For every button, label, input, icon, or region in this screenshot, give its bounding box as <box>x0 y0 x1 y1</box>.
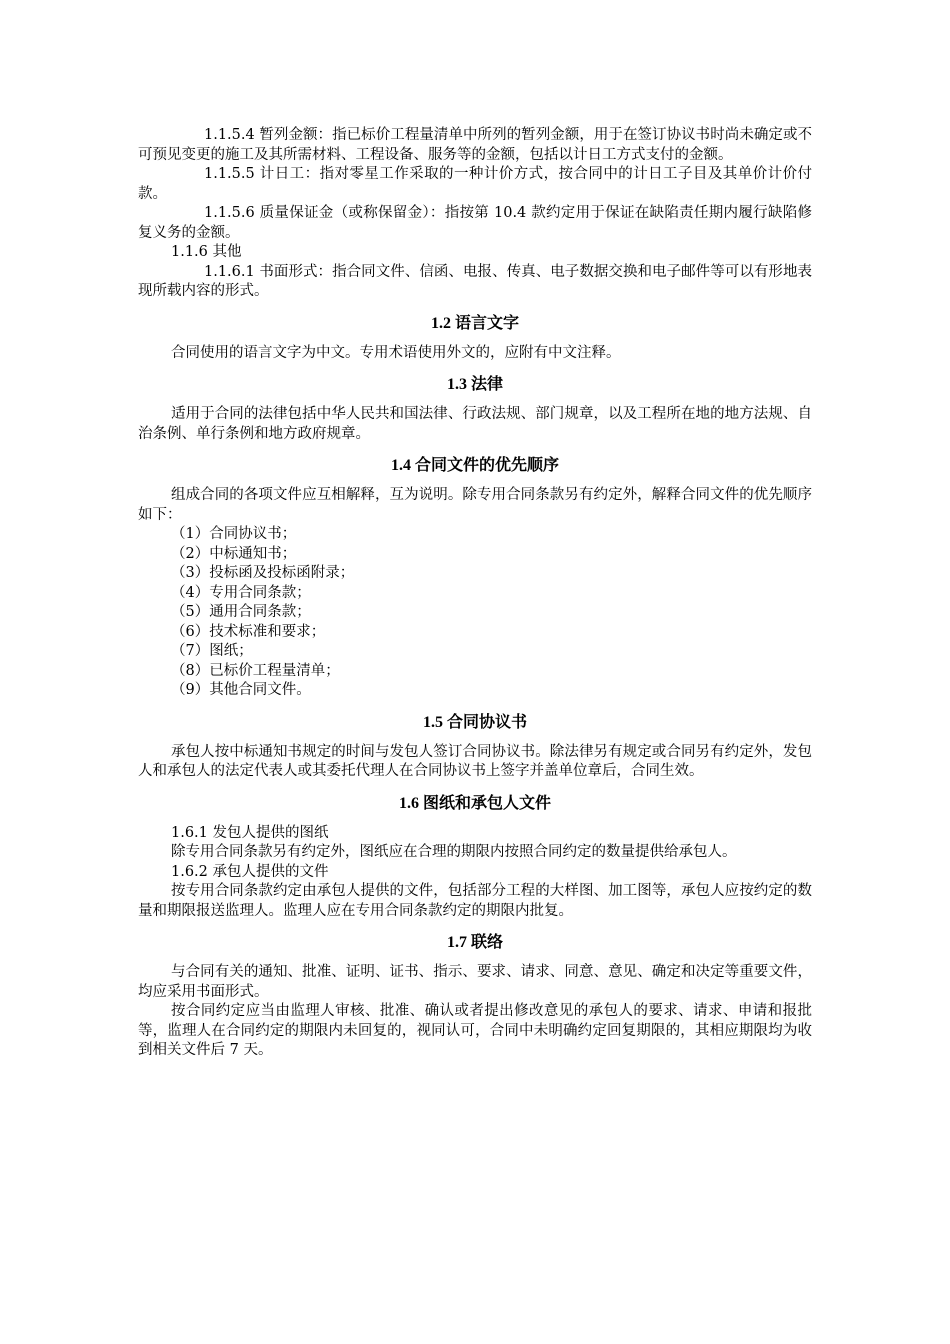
section-1-7-body-2: 按合同约定应当由监理人审核、批准、确认或者提出修改意见的承包人的要求、请求、申请和报批等，监理人在合同约定的期限内未回复的，视同认可，合同中未明确约定回复期限的，其相应期限均为收到相关文件后 7 天。 <box>138 1003 812 1058</box>
heading-1-4: 1.4 合同文件的优先顺序 <box>390 457 559 474</box>
clause-1-6-2-body: 按专用合同条款约定由承包人提供的文件，包括部分工程的大样图、加工图等，承包人应按约定的数量和期限报送监理人。监理人应在专用合同条款约定的期限内批复。 <box>138 883 812 919</box>
heading-1-6: 1.6 图纸和承包人文件 <box>398 794 551 812</box>
section-1-4-body: 组成合同的各项文件应互相解释，互为说明。除专用合同条款另有约定外，解释合同文件的优先顺序如下： <box>138 487 812 523</box>
section-1-3-body: 适用于合同的法律包括中华人民共和国法律、行政法规、部门规章，以及工程所在地的地方法规、自治条例、单行条例和地方政府规章。 <box>138 406 812 442</box>
heading-1-2: 1.2 语言文字 <box>430 314 519 332</box>
list-item: （3）投标函及投标函附录； <box>171 565 355 581</box>
clause-1-1-6: 1.1.6 其他 <box>171 244 242 260</box>
list-item: （7）图纸； <box>171 643 253 659</box>
clause-1-1-5-4: 1.1.5.4 暂列金额：指已标价工程量清单中所列的暂列金额，用于在签订协议书时尚未确定或不可预见变更的施工及其所需材料、工程设备、服务等的金额，包括以计日工方式支付的金额。 <box>138 127 812 163</box>
clause-1-1-5-5: 1.1.5.5 计日工：指对零星工作采取的一种计价方式，按合同中的计日工子目及其单价计价付款。 <box>138 166 812 202</box>
list-item: （6）技术标准和要求； <box>171 623 326 640</box>
clause-1-1-6-1: 1.1.6.1 书面形式：指合同文件、信函、电报、传真、电子数据交换和电子邮件等可以有形地表现所载内容的形式。 <box>138 263 812 299</box>
section-1-2-body: 合同使用的语言文字为中文。专用术语使用外文的，应附有中文注释。 <box>171 344 621 361</box>
list-item: （8）已标价工程量清单； <box>171 662 340 679</box>
clause-1-6-1-title: 1.6.1 发包人提供的图纸 <box>171 824 329 841</box>
heading-1-3: 1.3 法律 <box>446 376 503 393</box>
clause-1-6-2-title: 1.6.2 承包人提供的文件 <box>171 863 329 880</box>
list-item: （4）专用合同条款； <box>171 584 311 601</box>
list-item: （9）其他合同文件。 <box>171 682 311 698</box>
list-item: （1）合同协议书； <box>171 526 297 542</box>
section-1-7-body-1: 与合同有关的通知、批准、证明、证书、指示、要求、请求、同意、意见、确定和决定等重要文件，均应采用书面形式。 <box>138 964 812 1000</box>
heading-1-5: 1.5 合同协议书 <box>422 713 527 731</box>
section-1-5-body: 承包人按中标通知书规定的时间与发包人签订合同协议书。除法律另有规定或合同另有约定外，发包人和承包人的法定代表人或其委托代理人在合同协议书上签字并盖单位章后，合同生效。 <box>138 743 812 779</box>
heading-1-7: 1.7 联络 <box>446 934 503 951</box>
clause-1-6-1-body: 除专用合同条款另有约定外，图纸应在合理的期限内按照合同约定的数量提供给承包人。 <box>171 844 737 860</box>
document-page <box>138 126 812 1061</box>
clause-1-1-5-6: 1.1.5.6 质量保证金（或称保留金）：指按第 10.4 款约定用于保证在缺陷责任期内履行缺陷修复义务的金额。 <box>138 205 812 241</box>
list-item: （2）中标通知书； <box>171 545 297 562</box>
list-item: （5）通用合同条款； <box>171 604 311 620</box>
